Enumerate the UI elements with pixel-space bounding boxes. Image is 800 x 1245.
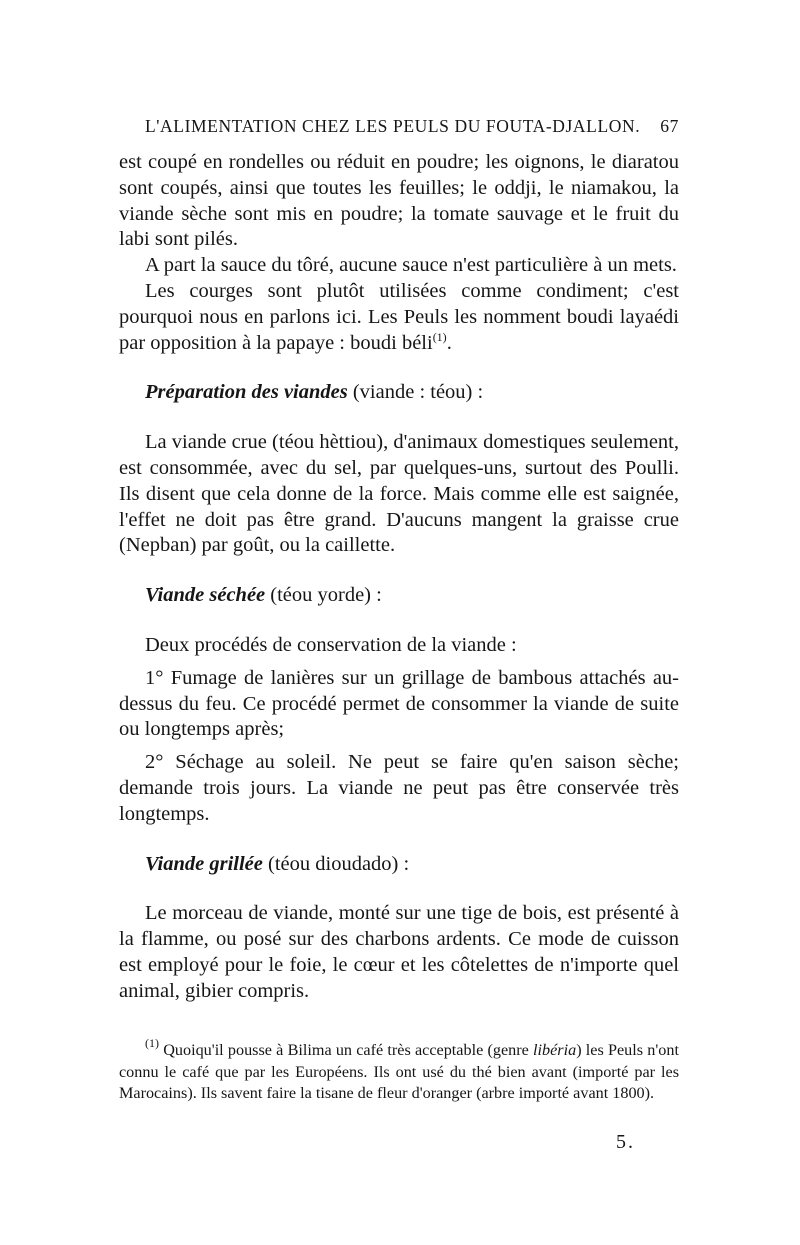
footnote-marker: (1) (145, 1036, 159, 1050)
paragraph-continuation: est coupé en rondelles ou réduit en poudre; les oignons, le diaratou sont coupés, ainsi que toutes les feuilles; le oddji, le niamakou, la viande sèche sont mis en poudre; la tomate sauvage et le fruit du labi sont pilés. (119, 151, 679, 251)
paragraph-viande-crue: La viande crue (téou hèttiou), d'animaux domestiques seulement, est consommée, avec du sel, par quelques-uns, surtout des Poulli. Ils disent que cela donne de la force. Mais comme elle est saignée, l'effet ne doit pas être grand. D'aucuns mangent la graisse crue (Nepban) par goût, ou la caillette. (119, 431, 679, 557)
paragraph-procedes: Deux procédés de conservation de la viande : (145, 633, 517, 656)
footnote-text-after: ) les Peuls n'ont connu le café que par les Européens. Ils ont usé du thé bien avant (importé par les Marocains). Ils savent faire la tisane de fleur d'oranger (arbre importé avant 1800). (119, 1041, 679, 1102)
book-page (119, 0, 679, 1245)
section-heading-preparation (119, 380, 679, 406)
heading-italic: Préparation des viandes (145, 381, 348, 404)
footnote-reference: (1) (432, 329, 447, 344)
footnote-italic: libéria (533, 1041, 577, 1059)
section-heading-sechee (119, 583, 679, 609)
heading-gloss: (viande : téou) : (347, 381, 484, 404)
paragraph-courges (119, 279, 679, 356)
paragraph-courges-text: Les courges sont plutôt utilisées comme condiment; c'est pourquoi nous en parlons ici. Les Peuls les nomment boudi layaédi par opposition à la papaye : boudi béli (119, 279, 679, 354)
heading-italic: Viande séchée (145, 584, 266, 607)
main-text (119, 150, 679, 1005)
paragraph-sauce: A part la sauce du tôré, aucune sauce n'est particulière à un mets. (145, 254, 677, 277)
running-header (145, 116, 679, 137)
section-heading-grillee (119, 852, 679, 878)
heading-gloss: (téou yorde) : (265, 584, 382, 607)
heading-italic: Viande grillée (145, 852, 263, 875)
signature-mark: 5. (616, 1131, 635, 1153)
paragraph-fumage: 1° Fumage de lanières sur un grillage de bambous attachés au-dessus du feu. Ce procédé permet de consommer la viande de suite ou longtemps après; (119, 666, 679, 741)
page-number: 67 (660, 116, 679, 136)
footnote (119, 1036, 679, 1105)
paragraph-sechage: 2° Séchage au soleil. Ne peut se faire qu'en saison sèche; demande trois jours. La viande ne peut pas être conservée très longtemps. (119, 751, 679, 825)
footnote-text-before: Quoiqu'il pousse à Bilima un café très acceptable (genre (159, 1041, 534, 1059)
paragraph-grillee: Le morceau de viande, monté sur une tige de bois, est présenté à la flamme, ou posé sur des charbons ardents. Ce mode de cuisson est employé pour le foie, le cœur et les côtelettes de n'importe quel animal, gibier compris. (119, 902, 679, 1002)
footnote-paragraph (119, 1036, 679, 1105)
running-title: L'ALIMENTATION CHEZ LES PEULS DU FOUTA-DJALLON. (145, 116, 641, 136)
heading-gloss: (téou dioudado) : (262, 852, 410, 875)
paragraph-courges-end: . (446, 331, 452, 354)
